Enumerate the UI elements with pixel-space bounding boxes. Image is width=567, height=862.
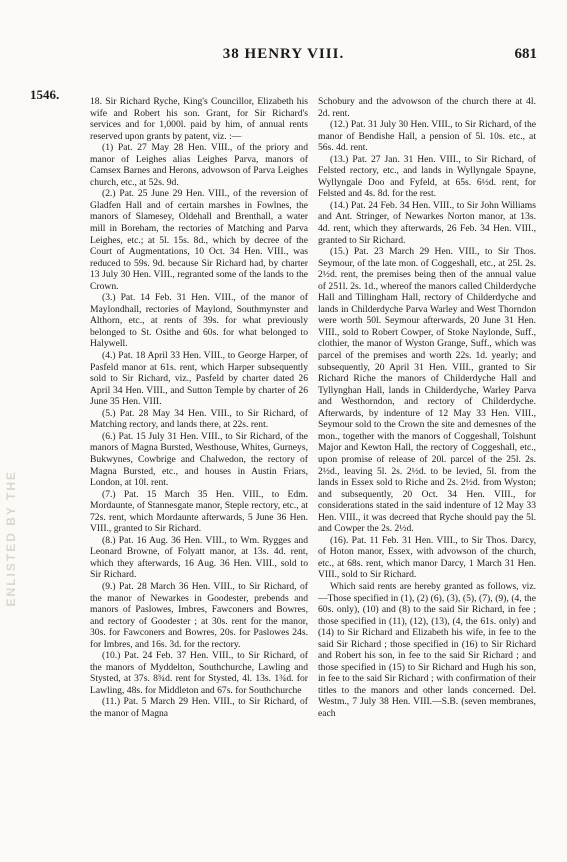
- paragraph: (13.) Pat. 27 Jan. 31 Hen. VIII., to Sir Richard, of Felsted rectory, etc., and lands in Wyllyngale Spayne, Wyllyngale Doo and Fyfeld, at 65s. 6½d. rent, for Felsted and 4s. 8d. for the rest.: [318, 153, 536, 200]
- paragraph: (3.) Pat. 14 Feb. 31 Hen. VIII., of the manor of Maylondhall, rectories of Maylond, Southmynster and Althorn, etc., at rents of 39s. for what previously belonged to St. Osithe and 60s. for what belonged to Halywell.: [90, 292, 308, 350]
- paragraph: (1) Pat. 27 May 28 Hen. VIII., of the priory and manor of Leighes alias Leighes Parva, manors of Camsex Barnes and Herons, advowson of Parva Leighes church, etc., at 52s. 9d.: [90, 142, 308, 188]
- paragraph: (5.) Pat. 28 May 34 Hen. VIII., to Sir Richard, of Matching rectory, and lands there, at 22s. rent.: [90, 407, 308, 431]
- paragraph: (4.) Pat. 18 April 33 Hen. VIII., to George Harper, of Pasfeld manor at 61s. rent, which Harper subsequently sold to Sir Richard, viz., Pasfeld by charter dated 26 April 34 Hen. VIII., and Sutton Temple by charter of 26 June 35 Hen. VIII.: [90, 350, 308, 408]
- entry-heading: 18. Sir Richard Ryche, King's Councillor, Elizabeth his wife and Robert his son. Grant, for Sir Richard's services and for 1,000l. paid by him, of annual rents reserved upon grants by patent, viz. :—: [90, 96, 308, 142]
- paragraph: (9.) Pat. 28 March 36 Hen. VIII., to Sir Richard, of the manor of Newarkes in Goodester, prebends and manors of Paslowes, Imbres, Fawconers and Bowres, and rectory of Goodester ; at 30s. rent for the manor, 30s. for Fawconers and Bowres, 20s. for Paslowes 24s. for Imbres, and 16s. 3d. for the rectory.: [90, 580, 308, 650]
- margin-year: 1546.: [30, 87, 60, 102]
- paragraph-continued: Schobury and the advowson of the church there at 4l. 2d. rent.: [318, 96, 536, 119]
- paragraph: (15.) Pat. 23 March 29 Hen. VIII., to Sir Thos. Seymour, of the late mon. of Coggeshall, etc., at 25l. 2s. 2½d. rent, the premises being then of the annual value of 251l. 2s. 1d., whereof the manors called Childerdyche Hall and Tillingham Hall, rectory of Childerdyche and lands in Childerdyche Parva Warley and West Thorndon were worth 50l. Seymour afterwards, 20 June 31 Hen. VIII., sold to Robert Cowper, of Stoke Naylonde, Suff., clothier, the manor of Wyston Grange, Suff., which was parcel of the premises and worth 22s. 1d. yearly; and subsequently, 20 April 31 Hen. VIII., granted to Sir Richard Riche the manors of Childerdyche Hall and Tyllynghan Hall, lands in Childerdyche, Warley Parva and Westhorndon, and rectory of Childerdyche. Afterwards, by indenture of 12 May 33 Hen. VIII., Seymour sold to the Crown the site and demesnes of the mon., together with the manors of Coggeshall, Tolshunt Major and Kewton Hall, the rectory of Coggeshall, etc., upon promise of release of 20l. parcel of the 25l. 2s. 2½d., leaving 5l. 2s. 2½d. to be levied, 5l. from the lands in Essex sold to Riche and 2s. 2½d. from Wyston; and subsequently, 20 Oct. 34 Hen. VIII., for considerations stated in the said indenture of 12 May 33 Hen. VIII., it was decreed that Ryche should pay the 5l. and Cowper the 2s. 2½d.: [318, 246, 536, 535]
- paragraph: (11.) Pat. 5 March 29 Hen. VIII., to Sir Richard, of the manor of Magna: [90, 696, 308, 719]
- paragraph: (16). Pat. 11 Feb. 31 Hen. VIII., to Sir Thos. Darcy, of Hoton manor, Essex, with advowson of the church, etc., at 68s. rent, which manor Darcy, 1 March 31 Hen. VIII., sold to Sir Richard.: [318, 534, 536, 581]
- paragraph: (10.) Pat. 24 Feb. 37 Hen. VIII., to Sir Richard, of the manors of Myddelton, Southchurche, Lawling and Stysted, at 37s. 8¾d. rent for Stysted, 4l. 13s. 1¾d. for Lawling, 48s. for Middleton and 67s. for Southchurche: [90, 650, 308, 696]
- paragraph: (6.) Pat. 15 July 31 Hen. VIII., to Sir Richard, of the manors of Magna Bursted, Westhouse, Whites, Gurneys, Bukwynes, Cowbrige and Chalwedon, the rectory of Magna Bursted, etc., and houses in Austin Friars, London, at 10l. rent.: [90, 430, 308, 489]
- left-column: [90, 96, 308, 720]
- running-title: 38 HENRY VIII.: [222, 46, 345, 62]
- right-column: [318, 96, 536, 720]
- paragraph: Which said rents are hereby granted as follows, viz.—Those specified in (1), (2) (6), (3), (5), (7), (9), (4, the 60s. only), (10) and (8) to the said Sir Richard, in fee ; those specified in (11), (12), (13), (4, the 61s. only) and (14) to Sir Richard and Elizabeth his wife, in fee to the said Sir Richard ; those specified in (16) to Sir Richard and Robert his son, in fee to the said Sir Richard ; and those specified in (15) to Sir Richard and Hugh his son, in fee to the said Sir Richard ; with confirmation of their titles to the manors and other lands concerned. Del. Westm., 7 July 38 Hen. VIII.—S.B. (seven membranes, each: [318, 580, 536, 719]
- paragraph: (8.) Pat. 16 Aug. 36 Hen. VIII., to Wm. Rygges and Leonard Browne, of Folyatt manor, at 13s. 4d. rent, which they afterwards, 16 Aug. 36 Hen. VIII., sold to Sir Richard.: [90, 534, 308, 581]
- paragraph: (14.) Pat. 24 Feb. 34 Hen. VIII., to Sir John Williams and Ant. Stringer, of Newarkes Norton manor, at 13s. 4d. rent, which they afterwards, 26 Feb. 34 Hen. VIII., granted to Sir Richard.: [318, 199, 536, 246]
- page-number: 681: [514, 46, 537, 62]
- paragraph: (2.) Pat. 25 June 29 Hen. VIII., of the reversion of Gladfen Hall and of certain marshes in Fowlnes, the manors of Slamesey, Oldehall and Brenthall, a water mill in Boreham, the rectories of Matching and Parva Leighes, etc.; at 5l. 15s. 8d., which by decree of the Court of Augmentations, 10 Oct. 34 Hen. VIII., was reduced to 59s. 9d. because Sir Richard had, by charter 13 July 30 Hen. VIII., regranted some of the lands to the Crown.: [90, 188, 308, 292]
- side-watermark: ENLISTED BY THE: [4, 470, 18, 607]
- paragraph: (7.) Pat. 15 March 35 Hen. VIII., to Edm. Mordaunte, of Stannesgate manor, Steple rectory, etc., at 72s. rent, which Mordaunte afterwards, 5 June 36 Hen. VIII., granted to Sir Richard.: [90, 488, 308, 535]
- paragraph: (12.) Pat. 31 July 30 Hen. VIII., to Sir Richard, of the manor of Bendishe Hall, a pension of 5l. 10s. etc., at 56s. 4d. rent.: [318, 119, 536, 154]
- running-header: [0, 46, 567, 66]
